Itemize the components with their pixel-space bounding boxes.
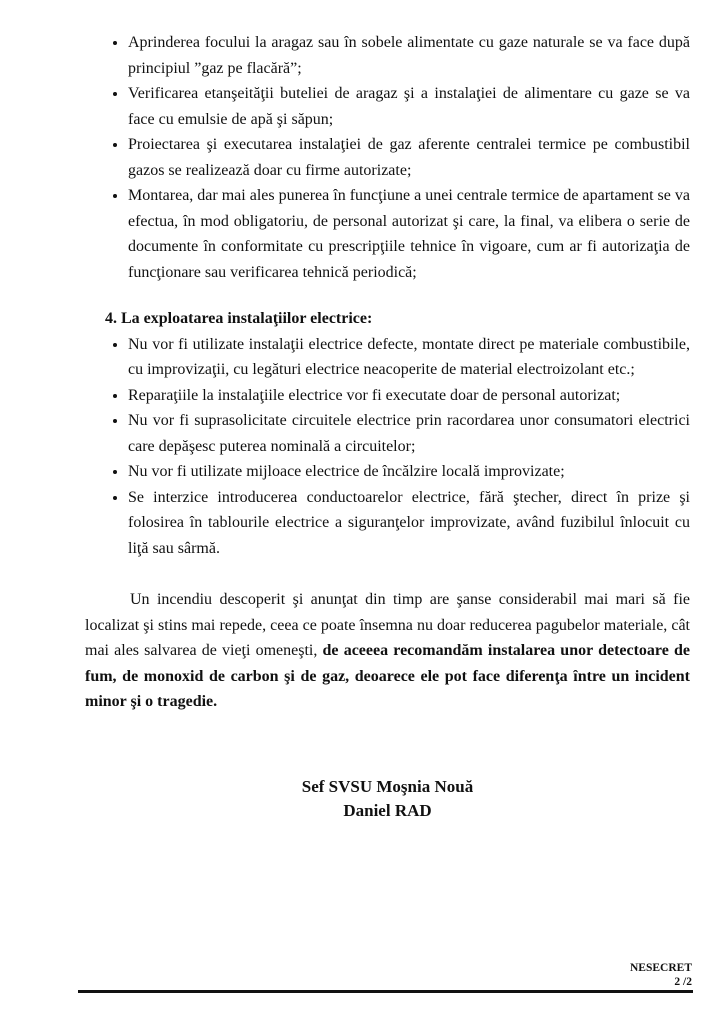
- bullet-item: • Nu vor fi utilizate instalaţii electrice defecte, montate direct pe materiale combustibile, cu improvizaţii, cu legături electrice neacoperite de material electroizolant etc.;: [128, 332, 690, 383]
- closing-paragraph-normal-text: Un incendiu descoperit şi anunţat din timp are şanse considerabil mai mari să fie localizat şi stins mai repede, ceea ce poate însemna nu doar reducerea pagubelor materiale, cât mai ales salvarea de vieţi omeneşti,: [85, 591, 690, 659]
- bullet-item: • Aprinderea focului la aragaz sau în sobele alimentate cu gaze naturale se va face după principiul ”gaz pe flacără”;: [128, 30, 690, 81]
- signature-name: Daniel RAD: [343, 800, 432, 820]
- closing-paragraph: [85, 587, 690, 715]
- page-number: 2 /2: [674, 976, 692, 988]
- bullet-item: • Proiectarea şi executarea instalaţiei de gaz aferente centralei termice pe combustibil gazos se realizează doar cu firme autorizate;: [128, 132, 690, 183]
- bullet-item: • Nu vor fi utilizate mijloace electrice de încălzire locală improvizate;: [128, 459, 690, 485]
- footer-rule: [78, 990, 693, 993]
- gas-safety-bullet-list: [85, 30, 690, 285]
- footer-classification-block: [630, 961, 692, 989]
- bullet-item: • Reparaţiile la instalaţiile electrice vor fi executate doar de personal autorizat;: [128, 383, 690, 409]
- classification-label: NESECRET: [630, 962, 692, 974]
- bullet-item: • Verificarea etanşeităţii buteliei de aragaz şi a instalaţiei de alimentare cu gaze se va face cu emulsie de apă şi săpun;: [128, 81, 690, 132]
- signature-block: [85, 775, 690, 823]
- bullet-item: • Se interzice introducerea conductoarelor electrice, fără ştecher, direct în prize şi folosirea în tablourile electrice a siguranţelor improvizate, având fuzibilul înlocuit cu liţă sau sârmă.: [128, 485, 690, 562]
- closing-paragraph-bold-text: de aceeea recomandăm instalarea unor detectoare de fum, de monoxid de carbon şi de gaz, deoarece ele pot face diferenţa între un incident minor şi o tragedie.: [85, 642, 691, 710]
- signature-title: Sef SVSU Moşnia Nouă: [301, 776, 474, 796]
- bullet-item: • Nu vor fi suprasolicitate circuitele electrice prin racordarea unor consumatori electrici care depăşesc puterea nominală a circuitelor;: [128, 408, 690, 459]
- bullet-item: • Montarea, dar mai ales punerea în funcţiune a unei centrale termice de apartament se va efectua, în mod obligatoriu, de personal autorizat şi care, la final, va elibera o serie de documente în conformitate cu prescripţiile tehnice în vigoare, cum ar fi autorizaţia de funcţionare sau verificarea tehnică periodică;: [128, 183, 690, 285]
- section-heading-electrical: 4. La exploatarea instalaţiilor electrice:: [105, 310, 373, 327]
- electrical-safety-bullet-list: [85, 332, 690, 562]
